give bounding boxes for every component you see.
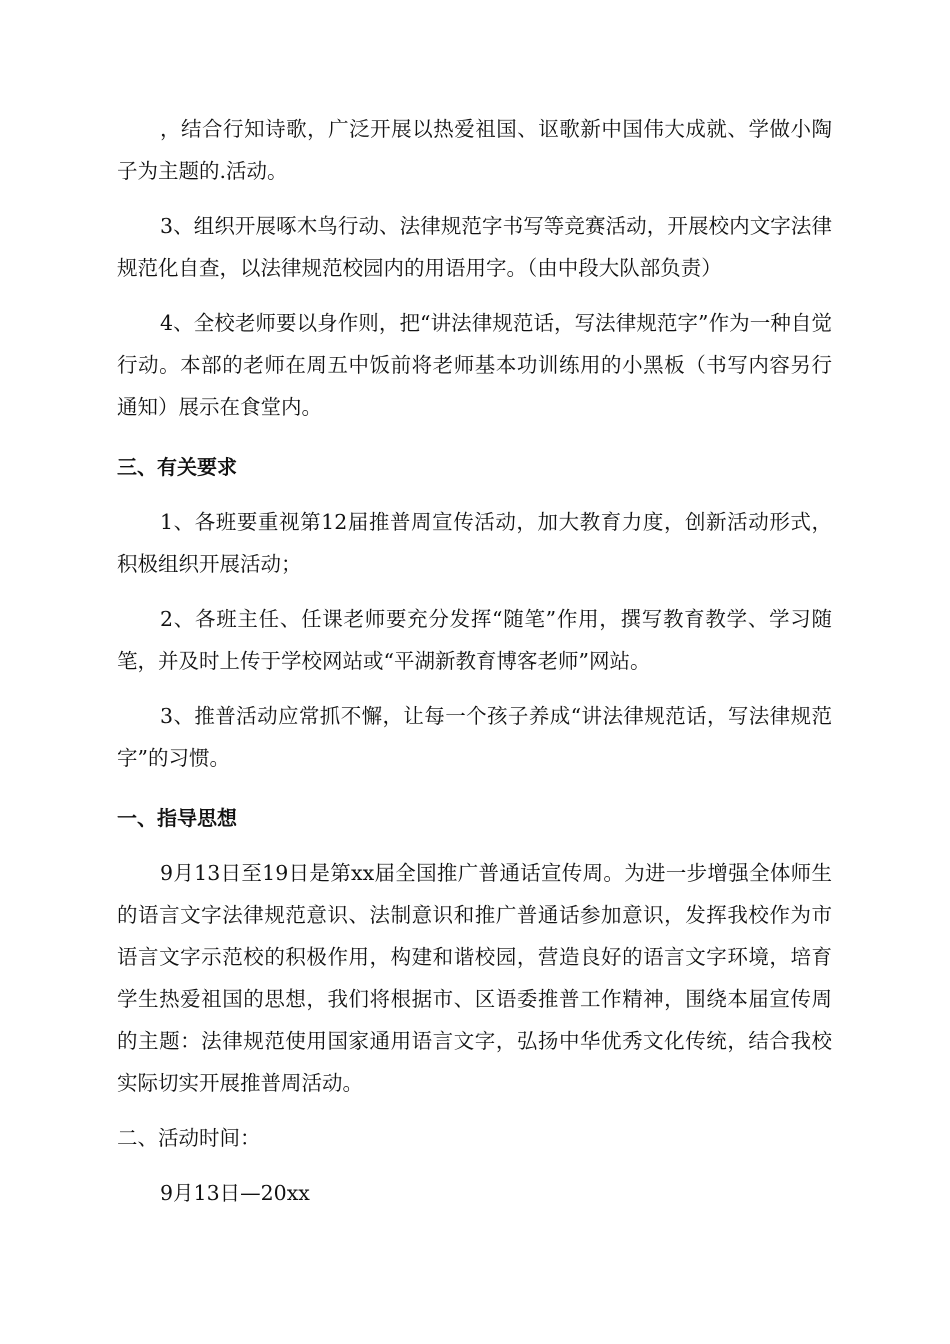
paragraph-activity-date: 9月13日—20xx	[160, 1181, 310, 1205]
section-heading-activity-time: 二、活动时间：	[117, 1126, 261, 1150]
document-body	[117, 108, 832, 1214]
paragraph-guiding-ideology: 9月13日至19日是第xx届全国推广普通话宣传周。为进一步增强全体师生的语言文字法律规范意识、法制意识和推广普通话参加意识，发挥我校作为市语言文字示范校的积极作用，构建和谐校园，营造良好的语言文字环境，培育学生热爱祖国的思想，我们将根据市、区语委推普工作精神，围绕本届宣传周的主题：法律规范使用国家通用语言文字，弘扬中华优秀文化传统，结合我校实际切实开展推普周活动。	[117, 861, 832, 1095]
paragraph-requirement-1: 1、各班要重视第12届推普周宣传活动，加大教育力度，创新活动形式，积极组织开展活动；	[117, 510, 832, 576]
paragraph-activity-theme: ，结合行知诗歌，广泛开展以热爱祖国、讴歌新中国伟大成就、学做小陶子为主题的.活动。	[117, 117, 832, 183]
paragraph-requirement-3: 3、推普活动应常抓不懈，让每一个孩子养成“讲法律规范话，写法律规范字”的习惯。	[117, 704, 832, 770]
section-heading-guiding-ideology: 一、指导思想	[117, 806, 237, 830]
paragraph-item-3-competition: 3、组织开展啄木鸟行动、法律规范字书写等竞赛活动，开展校内文字法律规范化自查，以法律规范校园内的用语用字。（由中段大队部负责）	[117, 214, 832, 280]
paragraph-item-4-teachers: 4、全校老师要以身作则，把“讲法律规范话，写法律规范字”作为一种自觉行动。本部的老师在周五中饭前将老师基本功训练用的小黑板（书写内容另行通知）展示在食堂内。	[117, 311, 832, 419]
section-heading-requirements: 三、有关要求	[117, 455, 237, 479]
paragraph-requirement-2: 2、各班主任、任课老师要充分发挥“随笔”作用，撰写教育教学、学习随笔，并及时上传于学校网站或“平湖新教育博客老师”网站。	[117, 607, 832, 673]
